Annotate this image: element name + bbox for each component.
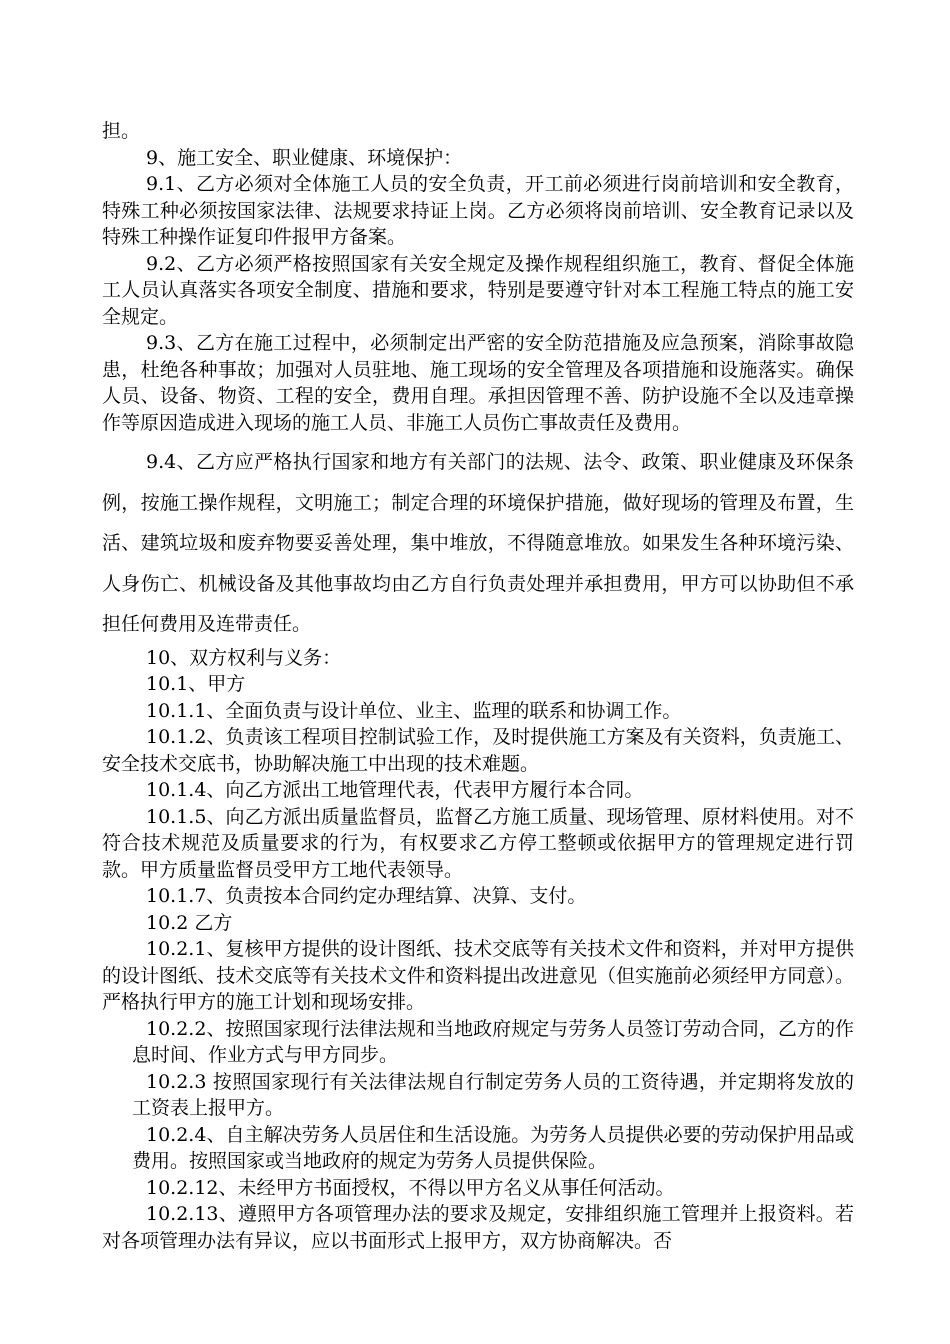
clause-10-2-3: 10.2.3 按照国家现行有关法律法规自行制定劳务人员的工资待遇，并定期将发放的工资表上报甲方。 (132, 1070, 854, 1119)
clause-10-1: 10.1、甲方 (146, 673, 246, 695)
clause-10-1-2: 10.1.2、负责该工程项目控制试验工作，及时提供施工方案及有关资料，负责施工、安全技术交底书，协助解决施工中出现的技术难题。 (102, 726, 854, 775)
clause-10-2-4: 10.2.4、自主解决劳务人员居住和生活设施。为劳务人员提供必要的劳动保护用品或费用。按照国家或当地政府的规定为劳务人员提供保险。 (132, 1123, 854, 1172)
paragraph-continuation: 担。 (102, 120, 141, 142)
clause-10-2: 10.2 乙方 (146, 911, 233, 934)
document-page (102, 118, 854, 1254)
clause-10-1-4: 10.1.4、向乙方派出工地管理代表，代表甲方履行本合同。 (146, 779, 644, 801)
section-10-heading: 10、双方权利与义务： (146, 646, 342, 669)
clause-9-4: 9.4、乙方应严格执行国家和地方有关部门的法规、法令、政策、职业健康及环保条例，按施工操作规程，文明施工；制定合理的环境保护措施，做好现场的管理及布置，生活、建筑垃圾和废弃物要妥善处理，集中堆放，不得随意堆放。如果发生各种环境污染、人身伤亡、机械设备及其他事故均由乙方自行负责处理并承担费用，甲方可以协助但不承担任何费用及连带责任。 (102, 451, 854, 635)
clause-10-1-1: 10.1.1、全面负责与设计单位、业主、监理的联系和协调工作。 (146, 699, 682, 722)
clause-10-2-13: 10.2.13、遵照甲方各项管理办法的要求及规定，安排组织施工管理并上报资料。若对各项管理办法有异议，应以书面形式上报甲方，双方协商解决。否 (102, 1203, 854, 1252)
clause-10-2-2: 10.2.2、按照国家现行法律法规和当地政府规定与劳务人员签订劳动合同，乙方的作息时间、作业方式与甲方同步。 (132, 1017, 854, 1066)
clause-10-1-5: 10.1.5、向乙方派出质量监督员，监督乙方施工质量、现场管理、原材料使用。对不符合技术规范及质量要求的行为，有权要求乙方停工整顿或依据甲方的管理规定进行罚款。甲方质量监督员受甲方工地代表领导。 (102, 805, 854, 881)
clause-9-1: 9.1、乙方必须对全体施工人员的安全负责，开工前必须进行岗前培训和安全教育，特殊工种必须按国家法律、法规要求持证上岗。乙方必须将岗前培训、安全教育记录以及特殊工种操作证复印件报甲方备案。 (102, 173, 854, 248)
clause-9-2: 9.2、乙方必须严格按照国家有关安全规定及操作规程组织施工，教育、督促全体施工人员认真落实各项安全制度、措施和要求，特别是要遵守针对本工程施工特点的施工安全规定。 (102, 252, 854, 328)
clause-10-2-1: 10.2.1、复核甲方提供的设计图纸、技术交底等有关技术文件和资料，并对甲方提供的设计图纸、技术交底等有关技术文件和资料提出改进意见（但实施前必须经甲方同意）。严格执行甲方的施工计划和现场安排。 (102, 938, 854, 1013)
section-9-heading: 9、施工安全、职业健康、环境保护： (146, 146, 463, 169)
clause-10-1-7: 10.1.7、负责按本合同约定办理结算、决算、支付。 (146, 885, 587, 907)
clause-9-3: 9.3、乙方在施工过程中，必须制定出严密的安全防范措施及应急预案，消除事故隐患，杜绝各种事故；加强对人员驻地、施工现场的安全管理及各项措施和设施落实。确保人员、设备、物资、工程的安全，费用自理。承担因管理不善、防护设施不全以及违章操作等原因造成进入现场的施工人员、非施工人员伤亡事故责任及费用。 (102, 332, 854, 434)
clause-10-2-12: 10.2.12、未经甲方书面授权，不得以甲方名义从事任何活动。 (146, 1176, 675, 1199)
